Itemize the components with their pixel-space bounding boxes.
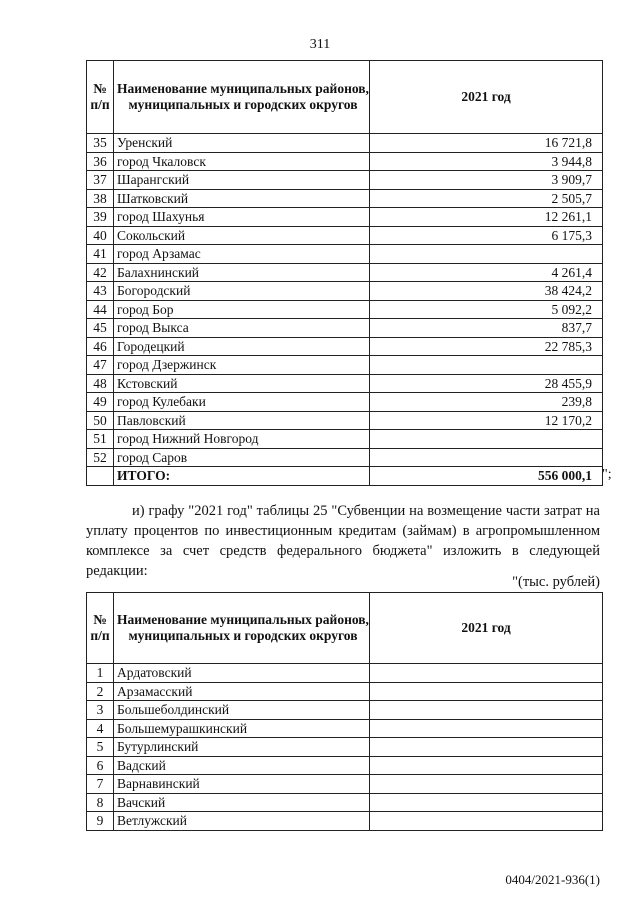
row-name: Павловский <box>114 411 370 430</box>
table-row <box>87 134 603 153</box>
table-row <box>87 393 603 412</box>
row-num: 3 <box>87 701 114 720</box>
row-value <box>370 245 603 264</box>
row-num: 39 <box>87 208 114 227</box>
table-row <box>87 664 603 683</box>
row-name: Большемурашкинский <box>114 719 370 738</box>
subsidy-table-continued <box>86 60 603 486</box>
table-header-row <box>87 593 603 664</box>
row-value: 6 175,3 <box>370 226 603 245</box>
row-value <box>370 356 603 375</box>
row-num: 2 <box>87 682 114 701</box>
row-value <box>370 738 603 757</box>
row-num: 47 <box>87 356 114 375</box>
row-value <box>370 701 603 720</box>
table-header-row <box>87 61 603 134</box>
row-num: 5 <box>87 738 114 757</box>
row-num: 38 <box>87 189 114 208</box>
row-value: 239,8 <box>370 393 603 412</box>
table-row <box>87 374 603 393</box>
row-value: 12 261,1 <box>370 208 603 227</box>
table-body <box>87 134 603 486</box>
row-num: 48 <box>87 374 114 393</box>
document-code: 0404/2021-936(1) <box>505 872 600 887</box>
row-num: 6 <box>87 756 114 775</box>
row-value: 12 170,2 <box>370 411 603 430</box>
table-row <box>87 411 603 430</box>
total-num-cell <box>87 467 114 486</box>
row-num: 43 <box>87 282 114 301</box>
row-num: 35 <box>87 134 114 153</box>
row-num: 44 <box>87 300 114 319</box>
row-name: Городецкий <box>114 337 370 356</box>
row-name: Уренский <box>114 134 370 153</box>
table-row <box>87 337 603 356</box>
row-value: 22 785,3 <box>370 337 603 356</box>
table-row <box>87 682 603 701</box>
row-num: 51 <box>87 430 114 449</box>
header-name: Наименование муниципальных районов, муниципальных и городских округов <box>114 593 370 664</box>
row-name: город Выкса <box>114 319 370 338</box>
table-row <box>87 756 603 775</box>
row-name: Ветлужский <box>114 812 370 831</box>
row-name: Большеболдинский <box>114 701 370 720</box>
row-name: Балахнинский <box>114 263 370 282</box>
row-name: Ардатовский <box>114 664 370 683</box>
row-num: 49 <box>87 393 114 412</box>
header-name: Наименование муниципальных районов, муниципальных и городских округов <box>114 61 370 134</box>
table-row <box>87 226 603 245</box>
row-value: 4 261,4 <box>370 263 603 282</box>
table-row <box>87 189 603 208</box>
table-row <box>87 701 603 720</box>
table-row <box>87 775 603 794</box>
subsidy-table-25 <box>86 592 603 831</box>
table-row <box>87 738 603 757</box>
row-value: 3 944,8 <box>370 152 603 171</box>
row-num: 1 <box>87 664 114 683</box>
row-name: город Саров <box>114 448 370 467</box>
table-row <box>87 812 603 831</box>
row-name: Шатковский <box>114 189 370 208</box>
row-name: город Дзержинск <box>114 356 370 375</box>
row-value <box>370 682 603 701</box>
row-num: 36 <box>87 152 114 171</box>
row-num: 52 <box>87 448 114 467</box>
closing-quote-mark: "; <box>602 467 612 482</box>
row-name: город Шахунья <box>114 208 370 227</box>
row-num: 8 <box>87 793 114 812</box>
row-value: 38 424,2 <box>370 282 603 301</box>
row-name: город Арзамас <box>114 245 370 264</box>
row-value <box>370 812 603 831</box>
unit-note: "(тыс. рублей) <box>512 574 600 590</box>
table-row <box>87 208 603 227</box>
table-row <box>87 171 603 190</box>
total-label: ИТОГО: <box>114 467 370 486</box>
row-value <box>370 430 603 449</box>
row-num: 4 <box>87 719 114 738</box>
row-num: 9 <box>87 812 114 831</box>
row-name: Вадский <box>114 756 370 775</box>
row-value <box>370 448 603 467</box>
row-value: 2 505,7 <box>370 189 603 208</box>
table-row <box>87 793 603 812</box>
table-row <box>87 356 603 375</box>
table-row <box>87 430 603 449</box>
row-name: город Кулебаки <box>114 393 370 412</box>
row-name: Бутурлинский <box>114 738 370 757</box>
row-name: город Бор <box>114 300 370 319</box>
row-value <box>370 775 603 794</box>
table-row <box>87 300 603 319</box>
header-year: 2021 год <box>370 593 603 664</box>
row-num: 40 <box>87 226 114 245</box>
table-row <box>87 448 603 467</box>
row-value: 16 721,8 <box>370 134 603 153</box>
row-value: 837,7 <box>370 319 603 338</box>
header-num: № п/п <box>87 61 114 134</box>
row-name: Сокольский <box>114 226 370 245</box>
row-name: Богородский <box>114 282 370 301</box>
row-num: 7 <box>87 775 114 794</box>
total-value: 556 000,1 <box>370 467 603 486</box>
row-name: Кстовский <box>114 374 370 393</box>
total-row <box>87 467 603 486</box>
row-num: 42 <box>87 263 114 282</box>
row-value: 3 909,7 <box>370 171 603 190</box>
row-name: Вачский <box>114 793 370 812</box>
header-num: № п/п <box>87 593 114 664</box>
table-row <box>87 282 603 301</box>
row-name: город Чкаловск <box>114 152 370 171</box>
row-value: 5 092,2 <box>370 300 603 319</box>
page-number: 311 <box>309 37 331 52</box>
row-value <box>370 793 603 812</box>
row-name: Варнавинский <box>114 775 370 794</box>
table-row <box>87 263 603 282</box>
row-value <box>370 664 603 683</box>
row-value <box>370 756 603 775</box>
row-num: 50 <box>87 411 114 430</box>
row-name: Шарангский <box>114 171 370 190</box>
table-body <box>87 664 603 831</box>
table-row <box>87 719 603 738</box>
table-row <box>87 152 603 171</box>
table-row <box>87 319 603 338</box>
row-name: город Нижний Новгород <box>114 430 370 449</box>
row-num: 45 <box>87 319 114 338</box>
table-row <box>87 245 603 264</box>
row-value: 28 455,9 <box>370 374 603 393</box>
amendment-paragraph: и) графу "2021 год" таблицы 25 "Субвенции на возмещение части затрат на уплату процентов по инвестиционным кредитам (займам) в агропромышленном комплексе за счет средств федерального бюджета" изложить в следующей редакции: <box>86 503 600 579</box>
row-num: 46 <box>87 337 114 356</box>
row-value <box>370 719 603 738</box>
row-num: 37 <box>87 171 114 190</box>
row-num: 41 <box>87 245 114 264</box>
header-year: 2021 год <box>370 61 603 134</box>
row-name: Арзамасский <box>114 682 370 701</box>
